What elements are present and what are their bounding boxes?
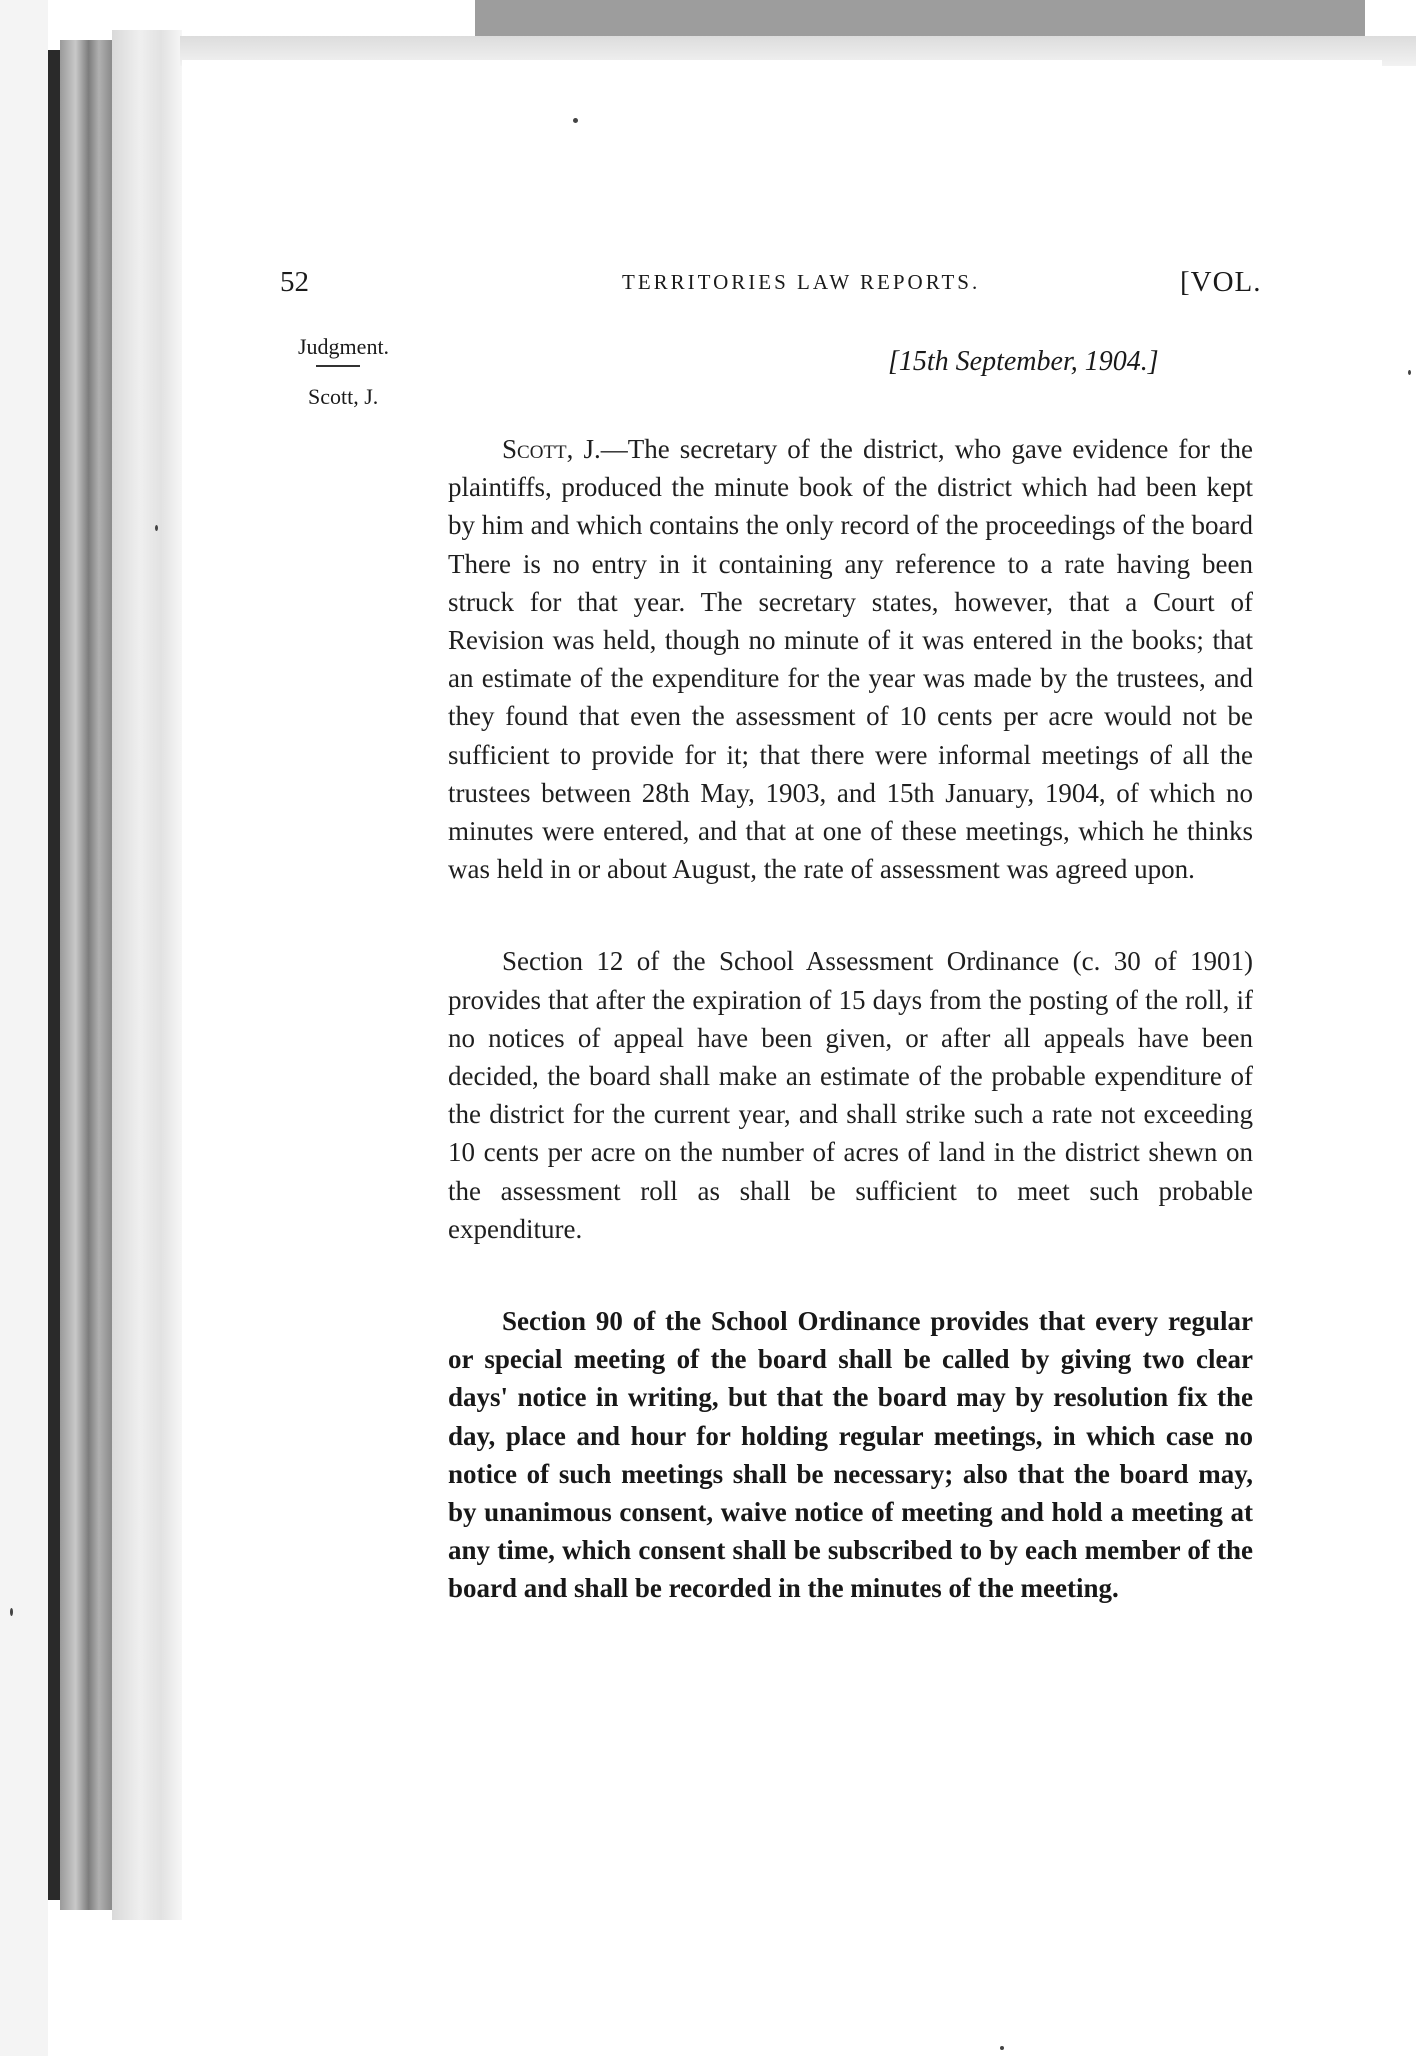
running-title: TERRITORIES LAW REPORTS. <box>622 270 981 294</box>
paragraph-1-text: —The secretary of the district, who gave evidence for the plaintiffs, produced the minute book of the district which had been kept by him and which contains the only record of the proceedings of the board There is no entry in it containing any reference to a rate having been struck for that year. The secretary states, however, that a Court of Revision was held, though no minute of it was entered in the books; that an estimate of the expenditure for the year was made by the trustees, and they found that even the assessment of 10 cents per acre would not be sufficient to provide for it; that there were informal meetings of all the trustees between 28th May, 1903, and 15th January, 1904, of which no minutes were entered, and that at one of these meetings, which he thinks was held in or about August, the rate of assessment was agreed upon. <box>448 434 1253 885</box>
dust-speck <box>155 525 158 531</box>
book-spine <box>60 40 112 1910</box>
volume-marker: [VOL. <box>1180 266 1262 298</box>
margin-note-judge: Scott, J. <box>308 384 379 409</box>
book-binding-shadow <box>48 50 60 1900</box>
paragraph-2: Section 12 of the School Assessment Ordinance (c. 30 of 1901) provides that after the expiration of 15 days from the posting of the roll, if no notices of appeal have been given, or after all appeals have been decided, the board shall make an estimate of the probable expenditure of the district for the current year, and shall strike such a rate not exceeding 10 cents per acre on the number of acres of land in the district shewn on the assessment roll as shall be sufficient to meet such probable expenditure. <box>448 946 1253 1244</box>
page-number: 52 <box>280 266 309 298</box>
paragraph-1 <box>448 430 1253 888</box>
judge-name-lead: Scott, J. <box>502 434 601 464</box>
paragraph-3: Section 90 of the School Ordinance provides that every regular or special meeting of the board shall be called by giving two clear days' notice in writing, but that the board may by resolution fix the day, place and hour for holding regular meetings, in which case no notice of such meetings shall be necessary; also that the board may, by unanimous consent, waive notice of meeting and hold a meeting at any time, which consent shall be subscribed to by each member of the board and shall be recorded in the minutes of the meeting. <box>448 1306 1253 1604</box>
scanner-top-bar <box>475 0 1365 36</box>
dust-speck <box>1408 370 1411 375</box>
judgment-date: [15th September, 1904.] <box>888 346 1159 377</box>
margin-note-section: Judgment. <box>298 334 390 359</box>
page-stack-edge <box>112 30 182 1920</box>
margin-divider <box>316 365 360 367</box>
dust-speck <box>10 1608 13 1616</box>
dust-speck <box>573 118 578 123</box>
judgment-body <box>448 430 1253 1662</box>
dust-speck <box>1000 2046 1004 2050</box>
scan-background <box>0 0 48 2056</box>
